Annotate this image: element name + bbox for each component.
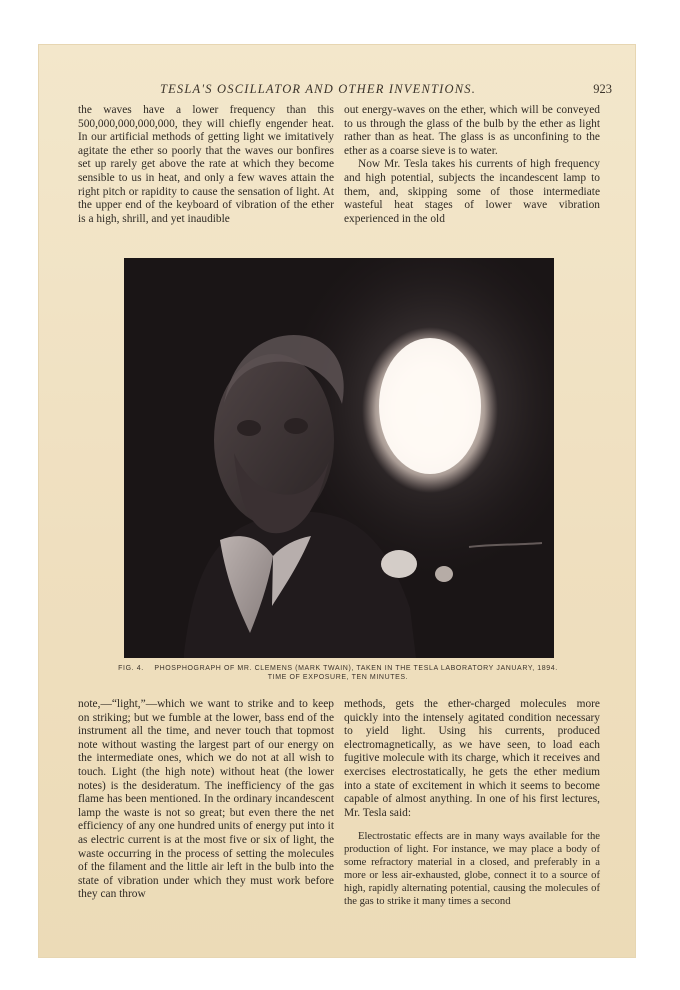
- bottom-right-column: [344, 698, 600, 908]
- quoted-paragraph: Electrostatic effects are in many ways available for the production of light. For instance, we may place a body of some refractory material in a closed, and preferably in a more or less air-exhausted, globe, connect it to a source of high, rapidly alternating potential, causing the molecules of the gas to strike it many times a second: [344, 831, 600, 908]
- magazine-page: [38, 44, 636, 958]
- caption-line-2: TIME OF EXPOSURE, TEN MINUTES.: [267, 674, 409, 681]
- paragraph: the waves have a lower frequency than this 500,000,000,000,000, they will chiefly engender heat. In our artificial methods of getting light we imitatively agitate the ether so poorly that the waves our bonfires set up rarely get above the rate at which they become sensible to us in heat, and only a few waves attain the right pitch or rapidity to cause the sensation of light. At the upper end of the keyboard of vibration of the ether is a high, shrill, and yet inaudible: [78, 104, 334, 225]
- figure-caption: [78, 664, 598, 682]
- phosphograph-photo: [124, 258, 554, 658]
- caption-line-1: PHOSPHOGRAPH OF MR. CLEMENS (MARK TWAIN), TAKEN IN THE TESLA LABORATORY JANUARY, 1894.: [154, 665, 558, 672]
- paragraph: Now Mr. Tesla takes his currents of high frequency and high potential, subjects the incandescent lamp to them, and, skipping some of those intermediate wasteful heat stages of lower wave vibration experienced in the old: [344, 158, 600, 225]
- top-left-column: [78, 104, 334, 226]
- figure-label: FIG. 4.: [118, 665, 144, 672]
- paragraph: methods, gets the ether-charged molecules more quickly into the intensely agitated condition necessary to yield light. Using his currents, produced electromagnetically, as we have seen, to load each fugitive molecule with its charge, which it receives and exercises electrostatically, he gets the ether medium into a state of excitement in which it seems to become capable of almost anything. In one of his first lectures, Mr. Tesla said:: [344, 698, 600, 819]
- paragraph: out energy-waves on the ether, which will be conveyed to us through the glass of the bulb by the ether as light rather than as heat. The glass is as unconfining to the ether as a coarse sieve is to water.: [344, 104, 600, 157]
- paragraph: note,—“light,”—which we want to strike and to keep on striking; but we fumble at the lower, bass end of the instrument all the time, and never touch that topmost note without wasting the largest part of our energy on the intermediate ones, which we do not at all wish to touch. Light (the high note) without heat (the lower notes) is the desideratum. The inefficiency of the gas flame has been mentioned. In the ordinary incandescent lamp the waste is not so great; but even there the net efficiency of any one hundred units of energy put into it as electric current is at the most five or six of light, the waste occurring in the process of setting the molecules of the filament and the little air left in the bulb into the state of vibration under which they must work before they can throw: [78, 698, 334, 901]
- running-head: TESLA'S OSCILLATOR AND OTHER INVENTIONS.: [159, 82, 477, 96]
- bottom-left-column: [78, 698, 334, 902]
- top-right-column: [344, 104, 600, 226]
- incandescent-lamp-glow: [362, 327, 498, 493]
- page-number: 923: [593, 82, 612, 96]
- photo-illustration: [124, 258, 554, 658]
